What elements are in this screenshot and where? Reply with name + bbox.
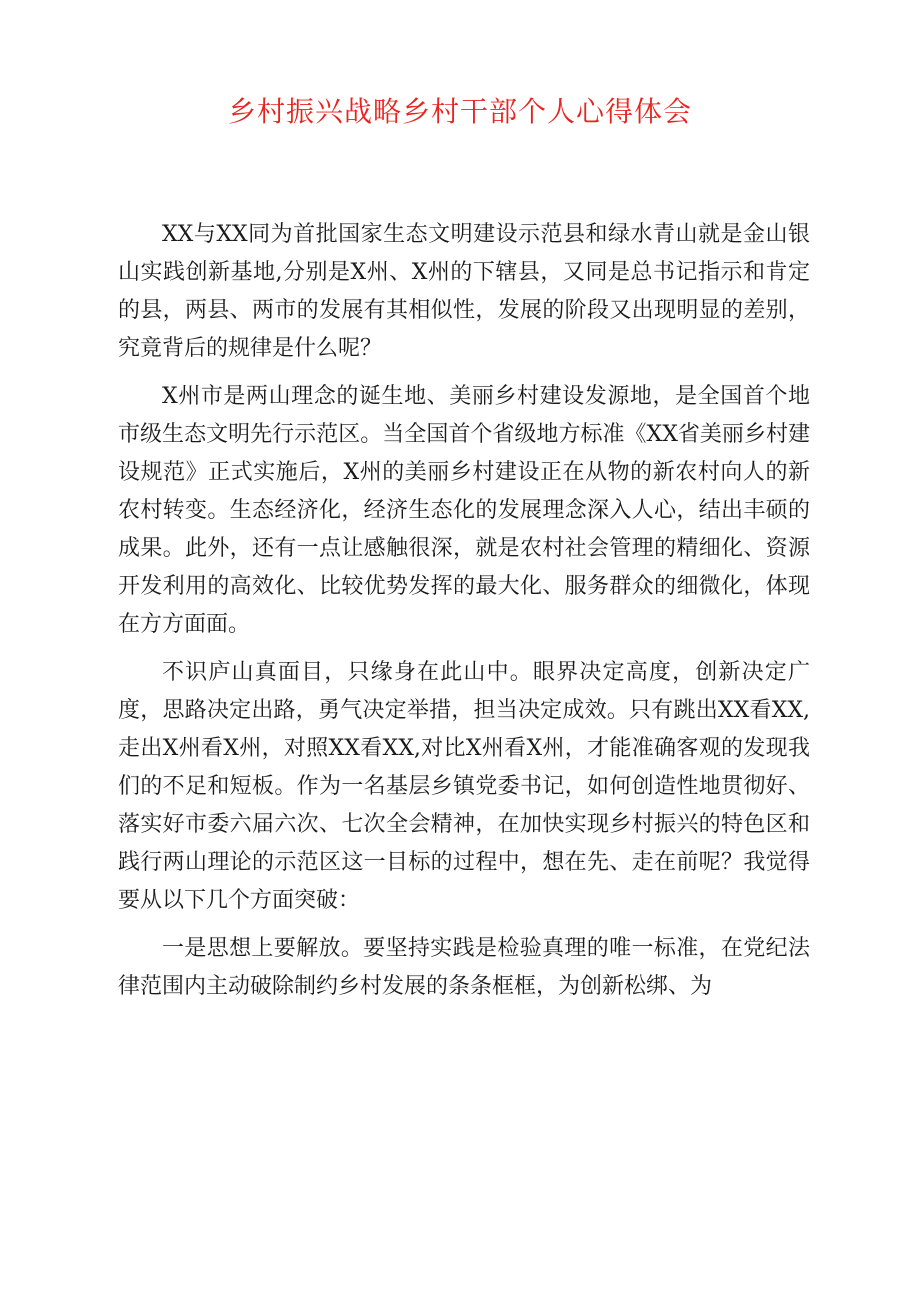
- paragraph-1: XX与XX同为首批国家生态文明建设示范县和绿水青山就是金山银山实践创新基地,分别是X州、X州的下辖县，又同是总书记指示和肯定的县，两县、两市的发展有其相似性，发展的阶段又出现明显的差别，究竟背后的规律是什么呢？: [118, 222, 810, 361]
- paragraph-4: 一是思想上要解放。要坚持实践是检验真理的唯一标准，在党纪法律范围内主动破除制约乡村发展的条条框框，为创新松绑、为: [118, 936, 810, 999]
- document-body: [118, 216, 810, 1016]
- document-title: 乡村振兴战略乡村干部个人心得体会: [227, 95, 692, 128]
- paragraph-2: X州市是两山理念的诞生地、美丽乡村建设发源地，是全国首个地市级生态文明先行示范区。当全国首个省级地方标准《XX省美丽乡村建设规范》正式实施后，X州的美丽乡村建设正在从物的新农村向人的新农村转变。生态经济化，经济生态化的发展理念深入人心，结出丰硕的成果。此外，还有一点让感触很深，就是农村社会管理的精细化、资源开发利用的高效化、比较优势发挥的最大化、服务群众的细微化，体现在方方面面。: [118, 384, 810, 637]
- paragraph-3: 不识庐山真面目，只缘身在此山中。眼界决定高度，创新决定广度，思路决定出路，勇气决定举措，担当决定成效。只有跳出XX看XX,走出X州看X州，对照XX看XX,对比X州看X州，才能准确客观的发现我们的不足和短板。作为一名基层乡镇党委书记，如何创造性地贯彻好、落实好市委六届六次、七次全会精神，在加快实现乡村振兴的特色区和践行两山理论的示范区这一目标的过程中，想在先、走在前呢？我觉得要从以下几个方面突破：: [118, 660, 810, 913]
